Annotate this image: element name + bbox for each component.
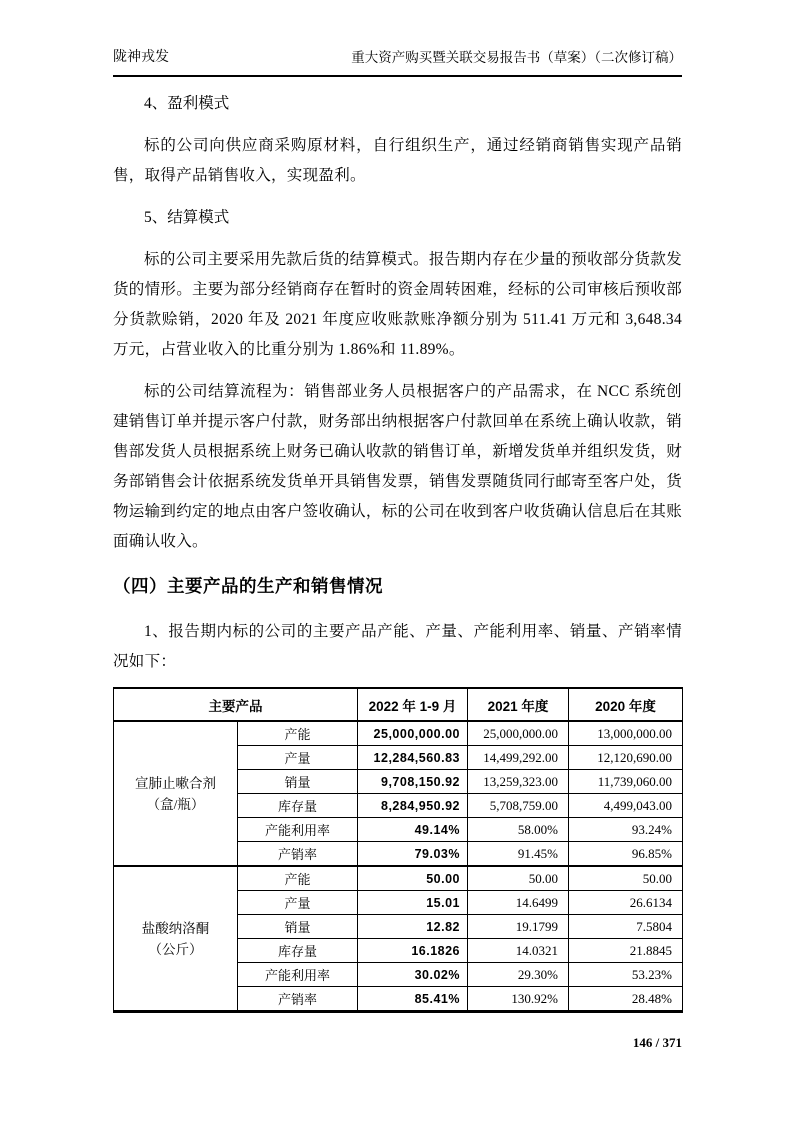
header-company-name: 陇神戎发 [113, 50, 169, 65]
paragraph-table-intro: 1、报告期内标的公司的主要产品产能、产量、产能利用率、销量、产销率情况如下： [113, 623, 682, 670]
value-cell: 30.02% [358, 963, 468, 987]
metric-label-cell: 产量 [238, 891, 358, 915]
value-cell: 50.00 [569, 866, 683, 891]
value-cell: 49.14% [358, 818, 468, 842]
product-name-cell: 盐酸纳洛酮 （公斤） [114, 866, 238, 1012]
value-cell: 26.6134 [569, 891, 683, 915]
heading-settlement-model: 5、结算模式 [144, 209, 230, 226]
metric-label-cell: 库存量 [238, 939, 358, 963]
value-cell: 15.01 [358, 891, 468, 915]
value-cell: 25,000,000.00 [468, 721, 569, 746]
table-row [114, 866, 683, 891]
value-cell: 12,284,560.83 [358, 746, 468, 770]
paragraph-settlement-model-2: 标的公司结算流程为：销售部业务人员根据客户的产品需求，在 NCC 系统创建销售订单并提示客户付款，财务部出纳根据客户付款回单在系统上确认收款，销售部发货人员根据系统上财务已确认收款的销售订单，新增发货单并组织发货，财务部销售会计依据系统发货单开具销售发票，销售发票随货同行邮寄至客户处，货物运输到约定的地点由客户签收确认，标的公司在收到客户收货确认信息后在其账面确认收入。 [113, 383, 682, 550]
product-name-cell: 宣肺止嗽合剂 （盒/瓶） [114, 721, 238, 866]
metric-label-cell: 产能 [238, 721, 358, 746]
heading-production-sales-section: （四）主要产品的生产和销售情况 [113, 576, 383, 596]
value-cell: 53.23% [569, 963, 683, 987]
value-cell: 50.00 [358, 866, 468, 891]
value-cell: 25,000,000.00 [358, 721, 468, 746]
metric-label-cell: 产量 [238, 746, 358, 770]
document-page [113, 0, 682, 1051]
value-cell: 12,120,690.00 [569, 746, 683, 770]
value-cell: 4,499,043.00 [569, 794, 683, 818]
table-row [114, 721, 683, 746]
production-sales-table [113, 687, 683, 1013]
value-cell: 21.8845 [569, 939, 683, 963]
metric-label-cell: 库存量 [238, 794, 358, 818]
table-column-header: 2020 年度 [569, 688, 683, 721]
table-column-header: 主要产品 [114, 688, 358, 721]
value-cell: 29.30% [468, 963, 569, 987]
header-report-title: 重大资产购买暨关联交易报告书（草案）（二次修订稿） [351, 50, 682, 65]
metric-label-cell: 销量 [238, 770, 358, 794]
value-cell: 8,284,950.92 [358, 794, 468, 818]
value-cell: 14.6499 [468, 891, 569, 915]
value-cell: 93.24% [569, 818, 683, 842]
table-header-row [114, 688, 683, 721]
value-cell: 85.41% [358, 987, 468, 1012]
value-cell: 130.92% [468, 987, 569, 1012]
metric-label-cell: 销量 [238, 915, 358, 939]
value-cell: 7.5804 [569, 915, 683, 939]
value-cell: 28.48% [569, 987, 683, 1012]
value-cell: 14,499,292.00 [468, 746, 569, 770]
value-cell: 5,708,759.00 [468, 794, 569, 818]
metric-label-cell: 产能利用率 [238, 963, 358, 987]
table-column-header: 2021 年度 [468, 688, 569, 721]
metric-label-cell: 产能利用率 [238, 818, 358, 842]
metric-label-cell: 产能 [238, 866, 358, 891]
value-cell: 13,259,323.00 [468, 770, 569, 794]
paragraph-settlement-model-1: 标的公司主要采用先款后货的结算模式。报告期内存在少量的预收部分货款发货的情形。主要为部分经销商存在暂时的资金周转困难，经标的公司审核后预收部分货款赊销，2020 年及 2021 年度应收账款账净额分别为 511.41 万元和 3,648.34 万元，占营业收入的比重分别为 1.86%和 11.89%。 [113, 251, 682, 358]
metric-label-cell: 产销率 [238, 842, 358, 867]
metric-label-cell: 产销率 [238, 987, 358, 1012]
value-cell: 12.82 [358, 915, 468, 939]
value-cell: 58.00% [468, 818, 569, 842]
value-cell: 96.85% [569, 842, 683, 867]
value-cell: 16.1826 [358, 939, 468, 963]
page-number: 146 / 371 [632, 1035, 682, 1050]
value-cell: 50.00 [468, 866, 569, 891]
value-cell: 14.0321 [468, 939, 569, 963]
page-header [113, 46, 682, 77]
value-cell: 11,739,060.00 [569, 770, 683, 794]
paragraph-profit-model: 标的公司向供应商采购原材料，自行组织生产，通过经销商销售实现产品销售，取得产品销售收入，实现盈利。 [113, 137, 682, 184]
table-column-header: 2022 年 1-9 月 [358, 688, 468, 721]
heading-profit-model: 4、盈利模式 [144, 95, 230, 112]
value-cell: 91.45% [468, 842, 569, 867]
value-cell: 79.03% [358, 842, 468, 867]
value-cell: 13,000,000.00 [569, 721, 683, 746]
value-cell: 9,708,150.92 [358, 770, 468, 794]
value-cell: 19.1799 [468, 915, 569, 939]
